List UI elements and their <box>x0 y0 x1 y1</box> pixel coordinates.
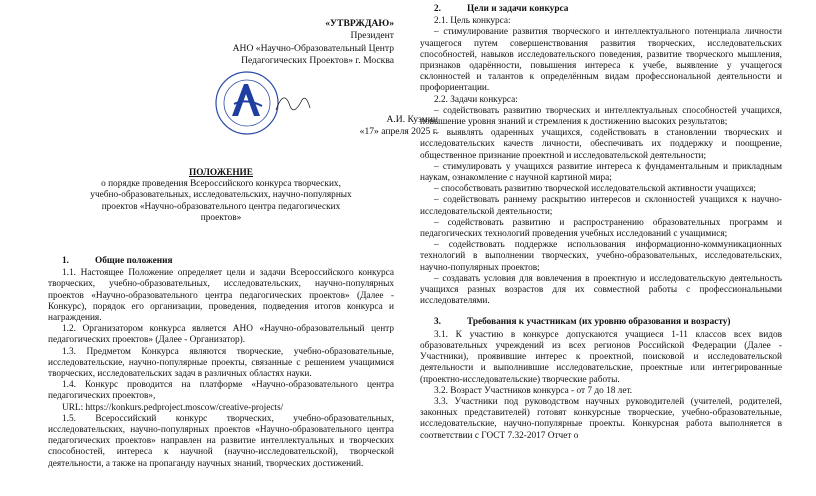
approval-date: «17» апреля 2025 г. <box>359 126 438 137</box>
paragraph-1-1: 1.1. Настоящее Положение определяет цели и задачи Всероссийского конкурса творческих, учебно-образовательных, исследовательских, научно-популярных проектов «Научно-образовательного центра педагогических проектов» (Далее - Конкурс), порядок его организации, проведения, подведения итогов конкурса и награждения. <box>48 268 394 324</box>
task-item: – создавать условия для вовлечения в проектную и исследовательскую деятельность учащихся разных возрастов для их совместной работы с профессиональными исследователями. <box>420 273 782 307</box>
approve-org-line1: АНО «Научно-Образовательный Центр <box>232 42 394 54</box>
section-3-title: Требования к участникам (их уровню образования и возрасту) <box>466 317 731 328</box>
task-item: – содействовать развитию творческих и интеллектуальных способностей учащихся, повышение уровня знаний и стремления к достижению высоких результатов; <box>420 105 782 128</box>
approve-title: «УТВРЖДАЮ» <box>325 18 394 29</box>
approve-org-line2: Педагогических Проектов» г. Москва <box>241 55 394 67</box>
right-column <box>420 4 782 442</box>
title-line-4: проектов» <box>200 212 242 223</box>
paragraph-1-4: 1.4. Конкурс проводится на платформе «Научно-образовательного центра педагогических проектов», <box>48 380 394 402</box>
section-2-heading <box>420 4 782 15</box>
paragraph-3-3: 3.3. Участники под руководством научных руководителей (учителей, родителей, законных представителей) готовят конкурсные творческие, учебно-образовательные, исследовательские, научно-популярные проекты. Конкурсная работа выполняется в соответствии с ГОСТ 7.32-2017 Отчет о <box>420 396 782 441</box>
paragraph-1-5: 1.5. Всероссийский конкурс творческих, учебно-образовательных, исследовательских, научно-популярных проектов «Научно-образовательного центра педагогических проектов» направлен на развитие интеллектуальных и творческих способностей, интереса к научной (научно-исследовательской), творческой деятельности, а также на пропаганду научных знаний, творческих достижений. <box>48 413 394 469</box>
paragraph-2-2: 2.2. Задачи конкурса: <box>434 94 518 105</box>
section-3-number: 3. <box>434 317 441 328</box>
section-1-heading <box>48 256 394 267</box>
task-item: – содействовать поддержке использования информационно-коммуникационных технологий в выполнении творческих, учебно-образовательных, исследовательских, научно-популярных проектов; <box>420 240 782 273</box>
paragraph-3-2: 3.2. Возраст Участников конкурса - от 7 до 18 лет. <box>434 385 633 396</box>
goal-text: – стимулирование развития творческого и интеллектуального потенциала личности учащегося путем совершенствования развития творческих, исследовательских способностей, навыков исследовательского поведения, развитие творческого мышления, признаков одарённости, повышения интереса к учебе, выявление у учащегося склонностей и талантов к определённым видам профессиональной деятельности и профориентации. <box>420 27 782 94</box>
signer-name: А.И. Кузмин <box>386 114 438 125</box>
paragraph-3-1: 3.1. К участию в конкурсе допускаются учащиеся 1-11 классов всех видов образовательных учреждений из всех регионов Российской Федерации (Далее - Участники), проявившие интерес к проектной, поисковой и исследовательской деятельности и выполнившие исследовательские, проектные или интегрированные (проектно-исследовательские) творческие работы. <box>420 329 782 385</box>
title-line-2: учебно-образовательных, исследовательских, научно-популярных <box>90 190 352 201</box>
paragraph-2-1: 2.1. Цель конкурса: <box>434 16 511 27</box>
section-2-number: 2. <box>434 4 441 14</box>
task-item: – стимулировать у учащихся развитие интереса к фундаментальным и прикладным наукам, ознакомление с научной картиной мира; <box>420 161 782 184</box>
approval-block <box>134 18 394 68</box>
document-title: ПОЛОЖЕНИЕ <box>189 168 253 178</box>
section-1-number: 1. <box>62 256 69 266</box>
task-item: – выявлять одаренных учащихся, содействовать в становлении творческих и исследовательских качеств личности, обеспечивать их поддержку и поощрение, общественное признание проектной и исследовательской деятельности; <box>420 128 782 161</box>
paragraph-1-2: 1.2. Организатором конкурса является АНО «Научно-образовательный центр педагогических проектов» (Далее - Организатор). <box>48 324 394 346</box>
task-item: – способствовать развитию творческой исследовательской активности учащихся; <box>434 184 756 195</box>
task-item: – содействовать развитию и распространению образовательных программ и педагогических технологий проведения учебных исследований с учащимися; <box>420 217 782 240</box>
title-line-1: о порядке проведения Всероссийского конкурса творческих, <box>101 179 341 190</box>
section-2-title: Цели и задачи конкурса <box>466 4 569 14</box>
section-1-title: Общие положения <box>94 256 173 266</box>
task-item: – содействовать раннему раскрытию интересов и склонностей учащихся к научно-исследовательской деятельности; <box>420 195 782 217</box>
organization-stamp-icon <box>214 70 316 136</box>
document-title-block <box>48 168 394 224</box>
title-line-3: проектов «Научно-образовательного центра педагогических <box>101 201 341 212</box>
section-3-heading <box>420 317 782 328</box>
section-1 <box>48 256 394 470</box>
contest-url[interactable]: URL: https://konkurs.pedproject.moscow/creative-projects/ <box>62 402 284 413</box>
approve-position: Президент <box>350 30 394 42</box>
paragraph-1-3: 1.3. Предметом Конкурса являются творческие, учебно-образовательные, исследовательские, научно-популярные проекты, связанные с решением учащимися творческих, исследовательских задач в различных областях науки. <box>48 346 394 380</box>
